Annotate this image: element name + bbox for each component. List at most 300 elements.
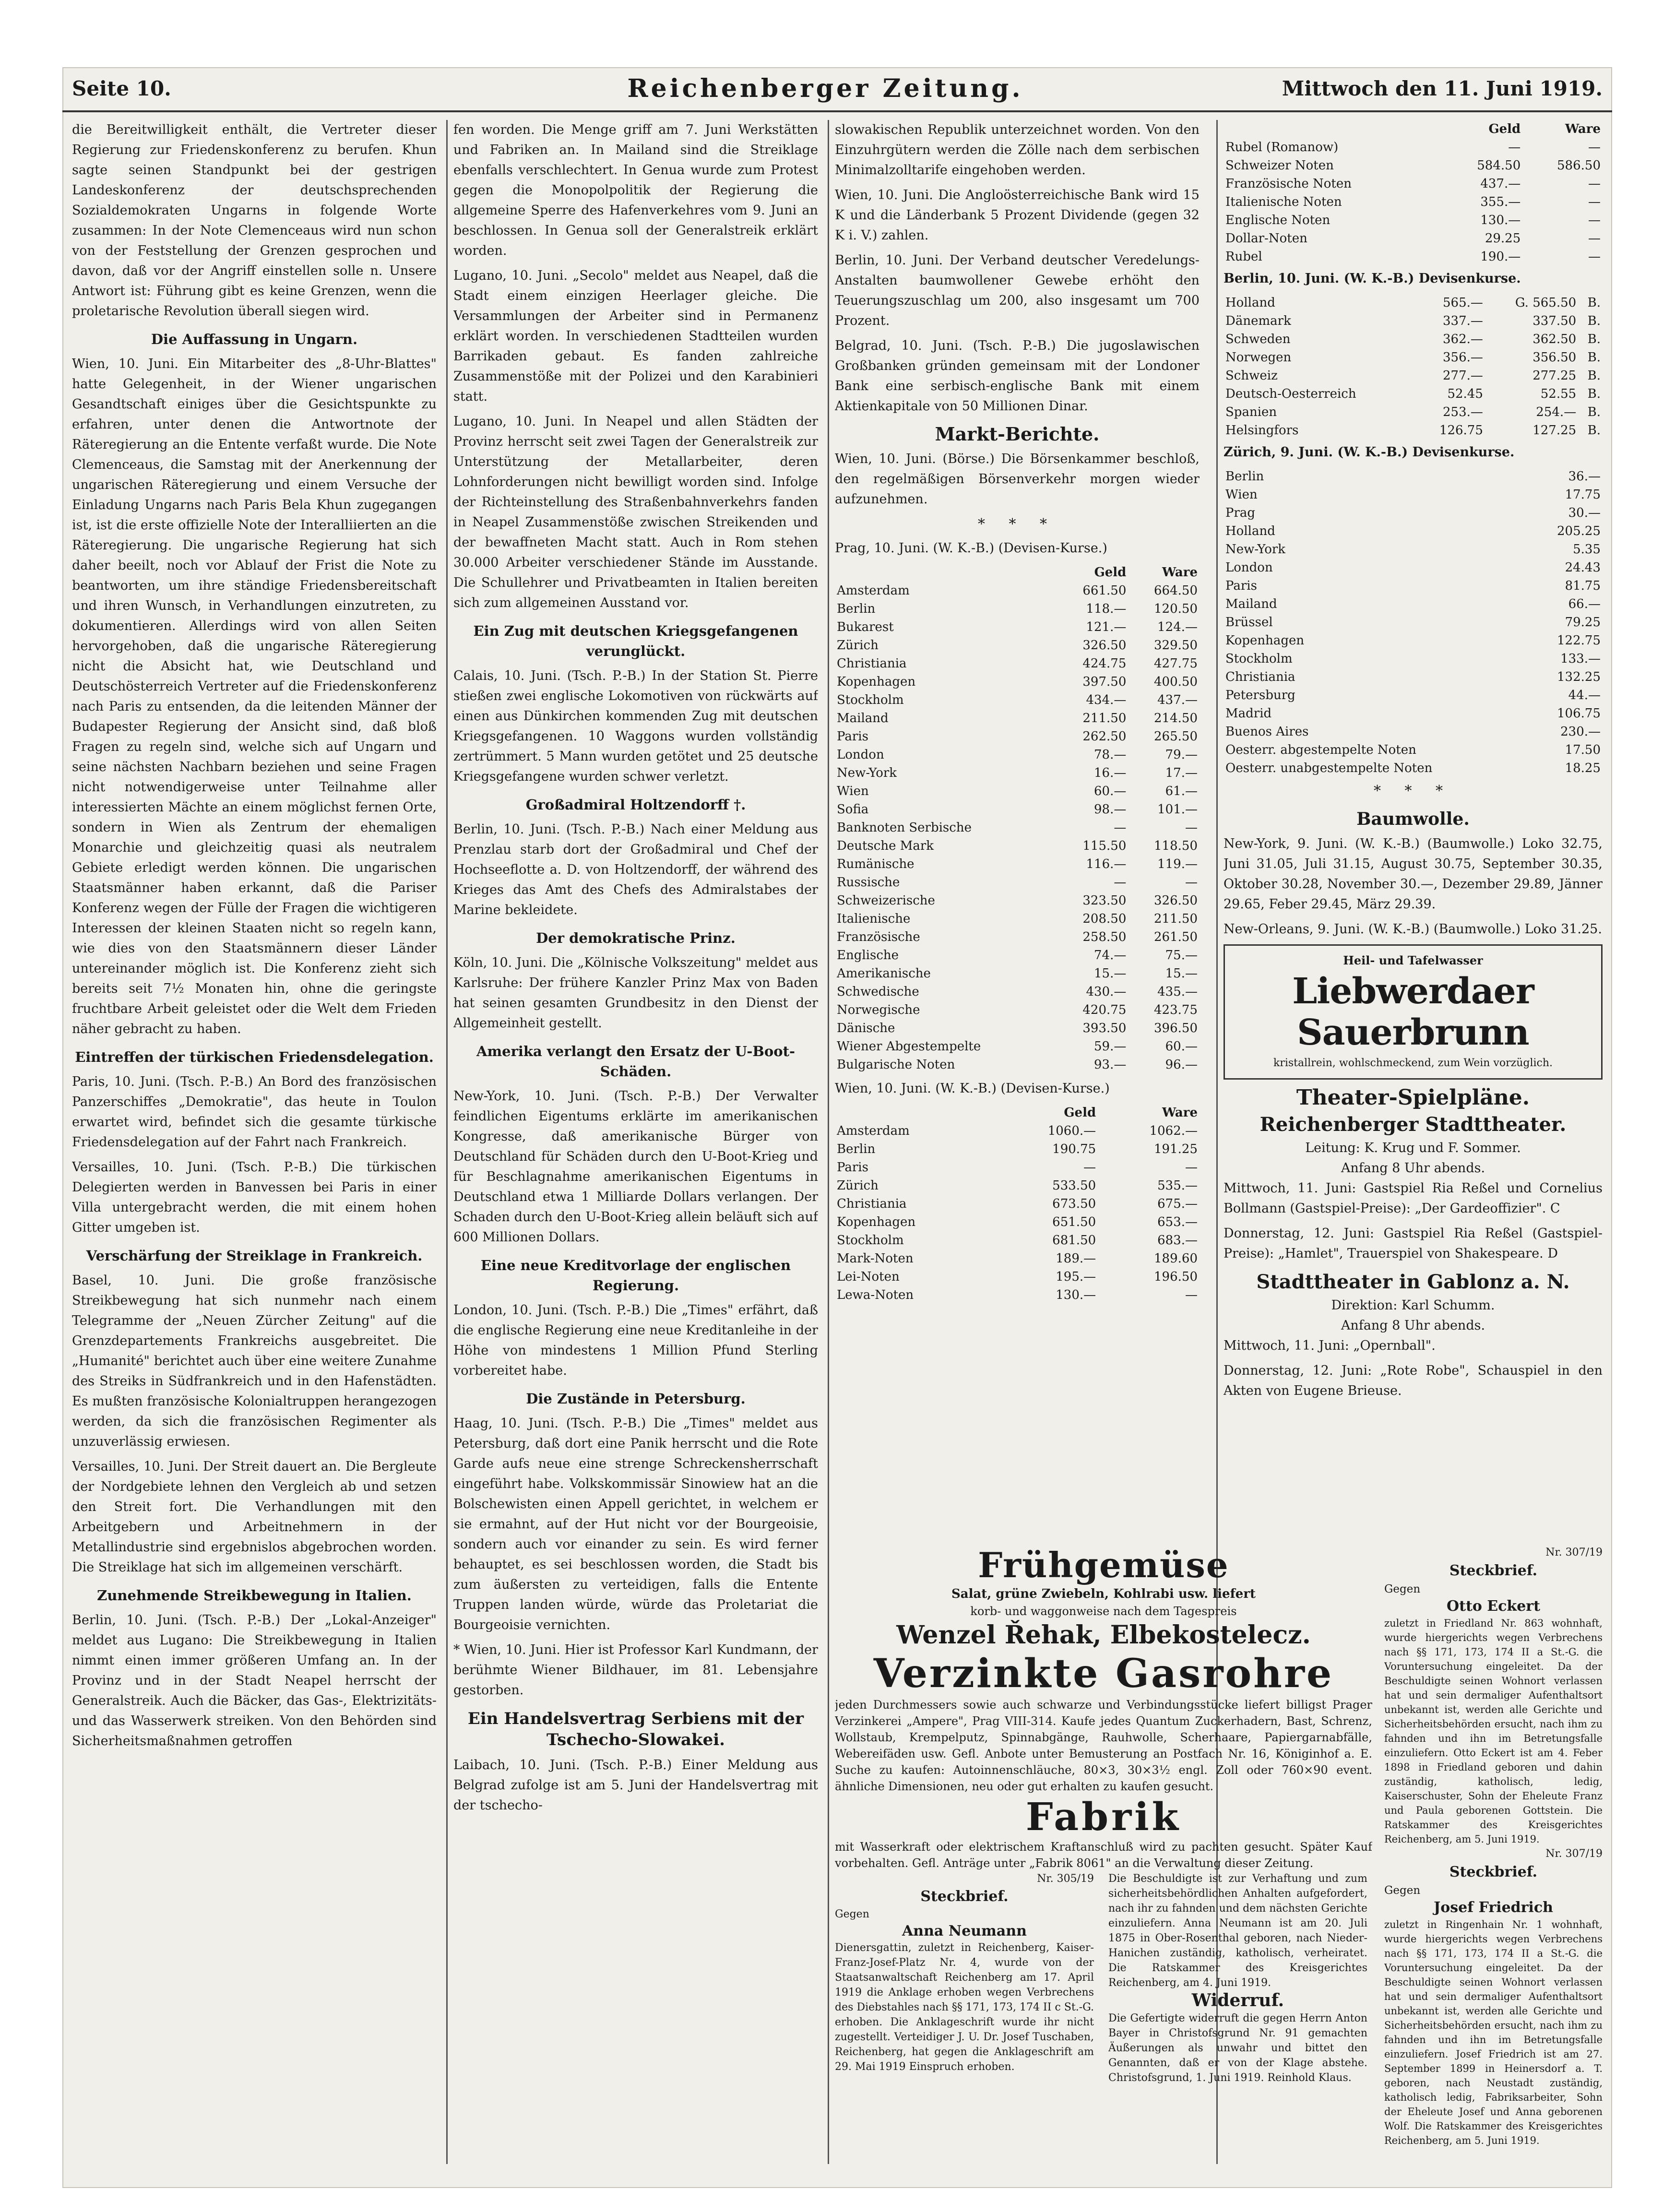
table-cell-value: 61.— <box>1165 784 1198 798</box>
article-text: Basel, 10. Juni. Die große französische Streikbewegung hat sich nunmehr nach einem Telegramme der „Neuen Zürcher Zeitung" auf die Grenzdepartements Frankreichs ausgebreitet. Die „Humanité" berichtet auch über eine weitere Zunahme des Streiks in Südfrankreich und in den Hafenstädten. Es mußten französische Kolonialtruppen herangezogen werden, da sich die französischen Regimenter als unzuverlässig erwiesen. <box>72 1273 437 1449</box>
col-ware: Ware <box>1565 122 1601 136</box>
table-cell-label: Italienische Noten <box>1225 195 1342 209</box>
table-cell-value: 44.— <box>1568 688 1601 702</box>
theater-lead: Leitung: K. Krug und F. Sommer. <box>1305 1141 1521 1155</box>
table-cell-value: 653.— <box>1157 1215 1198 1229</box>
table-cell-label: Amsterdam <box>837 583 910 598</box>
notice-gegen: Gegen <box>835 1908 869 1920</box>
table-row <box>1223 138 1603 156</box>
article-text: Lugano, 10. Juni. „Secolo" meldet aus Neapel, daß die Stadt einem einzigen Heerlager gleiche. Die Versammlungen der Arbeiter sind in Permanenz erklärt worden. In verschiedenen Stadtteilen wurden Barrikaden gebaut. Es fanden zahlreiche Zusammenstöße mit der Polizei und den Karabinieri statt. <box>453 268 818 404</box>
page-number: Seite 10. <box>72 77 171 100</box>
gasrohre-title: Verzinkte Gasrohre <box>873 1651 1334 1697</box>
table-row <box>1223 421 1603 440</box>
article-text: Belgrad, 10. Juni. (Tsch. P.-B.) Die jugoslawischen Großbanken gründen gemeinsam mit der Londoner Bank eine serbisch-englische Bank mit einem Aktienkapitale von 50 Millionen Dinar. <box>835 338 1200 414</box>
article-text: fen worden. Die Menge griff am 7. Juni Werkstätten und Fabriken an. In Mailand sind die Streiklage ebenfalls verschlechtert. In Genua wurde zum Protest gegen die Monopolpolitik der Regierung die allgemeine Sperre des Hafenverkehres vom 9. Juni an beschlossen. In Genua soll der Generalstreik erklärt worden. <box>453 122 818 258</box>
table-cell-value: — <box>1508 140 1521 155</box>
table-cell-value: — <box>1588 195 1601 209</box>
table-cell-value: 211.50 <box>1154 912 1198 926</box>
table-cell-label: Stockholm <box>837 1233 904 1248</box>
notice-title: Steckbrief. <box>1449 1562 1538 1579</box>
table-row <box>835 636 1200 654</box>
table-cell-value: 214.50 <box>1154 711 1198 725</box>
wien-fx-table <box>835 1104 1200 1304</box>
table-cell-value: 121.— <box>1086 620 1127 634</box>
table-cell-label: Holland <box>1225 524 1275 538</box>
table-cell-value: 96.— <box>1165 1058 1198 1072</box>
article-heading: Die Zustände in Petersburg. <box>526 1391 746 1407</box>
table-row <box>835 582 1200 600</box>
table-cell-value: 535.— <box>1157 1178 1198 1193</box>
notice-name: Josef Friedrich <box>1434 1899 1553 1916</box>
table-row <box>1223 385 1603 403</box>
article-text: New-York, 9. Juni. (W. K.-B.) (Baumwolle.) Loko 32.75, Juni 31.05, Juli 31.15, August 30.75, September 30.35, Oktober 30.28, November 30.—, Dezember 29.89, Jänner 29.65, Feber 29.45, März 29.39. <box>1223 836 1603 912</box>
table-row <box>1223 211 1603 229</box>
notice-gegen: Gegen <box>1384 1884 1421 1897</box>
fabrik-text: mit Wasserkraft oder elektrischem Kraftanschluß wird zu pachten gesucht. Später Kauf vorbehalten. Gefl. Anträge unter „Fabrik 8061" an die Verwaltung dieser Zeitung. <box>835 1840 1372 1870</box>
table-cell-value: 277.— <box>1443 369 1483 383</box>
article-text: Berlin, 10. Juni. (Tsch. P.-B.) Der „Lokal-Anzeiger" meldet aus Lugano: Die Streikbewegung in Italien nimmt einen immer größeren Umfang an. In der Provinz und in der Stadt Neapel herrscht der Generalstreik. Auch die Bäcker, das Gas-, Elektrizitäts- und das Wasserwerk streiken. Von den Behörden sind Sicherheitsmaßnahmen getroffen <box>72 1613 437 1748</box>
separator-stars: * * * <box>1373 783 1453 799</box>
theater-lead: Direktion: Karl Schumm. <box>1331 1298 1495 1313</box>
table-row <box>1223 650 1603 668</box>
table-cell-label: Schwedische <box>837 985 919 999</box>
table-cell-label: Mark-Noten <box>837 1251 914 1266</box>
table-cell-value: 127.25 <box>1532 423 1577 438</box>
table-cell-label: Rubel (Romanow) <box>1225 140 1339 155</box>
table-row <box>835 837 1200 855</box>
table-row <box>1223 348 1603 367</box>
table-row <box>1223 540 1603 559</box>
table-row <box>1223 403 1603 421</box>
table-cell-label: Madrid <box>1225 706 1272 721</box>
article-text: Wien, 10. Juni. (Börse.) Die Börsenkammer beschloß, den regelmäßigen Börsenverkehr morgen wieder aufzunehmen. <box>835 452 1200 507</box>
table-row <box>1223 248 1603 266</box>
table-cell-value: 356.— <box>1443 350 1483 365</box>
table-cell-value: 435.— <box>1157 985 1198 999</box>
table-row <box>835 928 1200 946</box>
table-cell-label: London <box>1225 560 1273 575</box>
table-cell-value: 1062.— <box>1149 1124 1198 1138</box>
table-cell-label: Christiania <box>837 656 907 671</box>
table-row <box>835 727 1200 746</box>
table-row <box>1223 175 1603 193</box>
table-row <box>1223 522 1603 540</box>
table-cell-value: 15.— <box>1094 966 1127 981</box>
table-cell-value: 323.50 <box>1082 893 1127 908</box>
table-cell-value: B. <box>1587 332 1601 346</box>
table-cell-value: 74.— <box>1094 948 1127 963</box>
table-cell-label: Mailand <box>1225 597 1277 611</box>
table-row <box>1223 156 1603 175</box>
notice-title: Steckbrief. <box>920 1888 1009 1905</box>
table-cell-value: 130.— <box>1056 1288 1096 1302</box>
ads-section <box>835 1545 1603 2164</box>
table-cell-value: 17.— <box>1165 766 1198 780</box>
col-ware: Ware <box>1162 565 1198 580</box>
table-cell-label: Sofia <box>837 802 869 817</box>
table-cell-value: — <box>1588 231 1601 246</box>
column-4 <box>1223 120 1603 1535</box>
table-cell-value: 79.25 <box>1565 615 1601 630</box>
table-cell-value: 196.50 <box>1154 1270 1198 1284</box>
column-1 <box>72 120 437 2164</box>
table-cell-label: Berlin <box>837 602 876 616</box>
table-cell-value: 118.50 <box>1154 839 1198 853</box>
theater-entry: Mittwoch, 11. Juni: „Opernball". <box>1223 1338 1436 1353</box>
theater-entry: Donnerstag, 12. Juni: Gastspiel Ria Reßel (Gastspiel-Preise): „Hamlet", Trauerspiel von Shakespeare. D <box>1223 1226 1603 1261</box>
table-row <box>1223 312 1603 330</box>
article-heading: Zunehmende Streikbewegung in Italien. <box>97 1587 412 1604</box>
table-row <box>835 1158 1200 1177</box>
notice-number: Nr. 307/19 <box>1545 1848 1603 1860</box>
table-cell-value: B. <box>1587 405 1601 419</box>
table-cell-value: 337.50 <box>1532 314 1577 328</box>
table-cell-label: Holland <box>1225 296 1275 310</box>
table-cell-value: — <box>1588 140 1601 155</box>
issue-date: Mittwoch den 11. Juni 1919. <box>1282 77 1603 100</box>
table-row <box>1223 759 1603 777</box>
table-cell-label: Stockholm <box>1225 652 1293 666</box>
table-cell-value: 396.50 <box>1154 1021 1198 1035</box>
ad-tagline: kristallrein, wohlschmeckend, zum Wein vorzüglich. <box>1273 1057 1553 1069</box>
table-cell-value: 101.— <box>1157 802 1198 817</box>
article-heading: Der demokratische Prinz. <box>536 930 736 946</box>
column-3 <box>835 120 1200 1535</box>
table-cell-value: 29.25 <box>1485 231 1521 246</box>
table-cell-label: Dollar-Noten <box>1225 231 1307 246</box>
table-cell-value: 265.50 <box>1154 729 1198 744</box>
table-cell-label: Russische <box>837 875 900 890</box>
table-cell-value: — <box>1114 821 1127 835</box>
notice-number: Nr. 305/19 <box>1037 1873 1094 1885</box>
table-cell-label: Französische <box>837 930 920 944</box>
table-cell-value: B. <box>1587 296 1601 310</box>
table-cell-value: 262.50 <box>1082 729 1127 744</box>
table-row <box>835 764 1200 782</box>
table-cell-label: Schweizerische <box>837 893 935 908</box>
fabrik-title: Fabrik <box>1025 1794 1182 1839</box>
table-cell-value: 427.75 <box>1154 656 1198 671</box>
table-cell-value: 681.50 <box>1052 1233 1096 1248</box>
table-cell-label: Buenos Aires <box>1225 725 1309 739</box>
table-cell-value: 190.— <box>1480 250 1521 264</box>
table-row <box>1223 704 1603 723</box>
theater-start: Anfang 8 Uhr abends. <box>1341 1161 1485 1176</box>
table-cell-value: 52.45 <box>1447 387 1483 401</box>
table-cell-label: Englische <box>837 948 899 963</box>
table-cell-label: Petersburg <box>1225 688 1295 702</box>
fx-heading: Wien, 10. Juni. (W. K.-B.) (Devisen-Kurse.) <box>835 1081 1110 1096</box>
table-cell-value: 423.75 <box>1154 1003 1198 1017</box>
table-cell-label: Bukarest <box>837 620 894 634</box>
table-cell-label: Englische Noten <box>1225 213 1330 227</box>
table-cell-label: Helsingfors <box>1225 423 1299 438</box>
berlin-fx-table <box>1223 294 1603 440</box>
widerruf-text: Die Gefertigte widerruft die gegen Herrn Anton Bayer in Christofsgrund Nr. 91 gemachten Äußerungen als unwahr und bittet den Genannten, daß er von der Klage abstehe. Christofsgrund, 1. Juni 1919. Reinhold Klaus. <box>1108 2012 1367 2084</box>
table-row <box>835 709 1200 727</box>
notice-text: zuletzt in Ringenhain Nr. 1 wohnhaft, wurde hiergerichts wegen Verbrechens nach §§ 171, 173, 174 II a St.-G. die Voruntersuchung eingeleitet. Da der Beschuldigte seinen Wohnort verlassen hat und sein dermaliger Aufenthaltsort unbekannt ist, werden alle Gerichte und Sicherheitsbehörden ersucht, nach ihm zu fahnden und ihn im Betretungsfalle einzuliefern. Josef Friedrich ist am 27. September 1899 in Heinersdorf a. T. geboren, nach Neustadt zuständig, katholisch ledig, Fabriksarbeiter, Sohn der Eheleute Josef und Anna geborenen Wolf. Die Ratskammer des Kreisgerichtes Reichenberg, am 5. Juni 1919. <box>1384 1919 1603 2146</box>
table-cell-value: 326.50 <box>1082 638 1127 653</box>
column-2 <box>453 120 818 2164</box>
table-row <box>1223 577 1603 595</box>
table-row <box>835 855 1200 873</box>
table-row <box>835 819 1200 837</box>
table-cell-value: 36.— <box>1568 469 1601 484</box>
table-cell-label: Oesterr. abgestempelte Noten <box>1225 743 1416 757</box>
table-row <box>835 1249 1200 1268</box>
table-cell-value: 93.— <box>1094 1058 1127 1072</box>
table-cell-value: — <box>1114 875 1127 890</box>
column-rule <box>446 120 448 2164</box>
table-cell-label: Dänemark <box>1225 314 1291 328</box>
table-cell-value: 116.— <box>1086 857 1127 871</box>
table-cell-value: 106.75 <box>1557 706 1601 721</box>
masthead: Reichenberger Zeitung. <box>627 74 1023 103</box>
table-cell-value: 329.50 <box>1154 638 1198 653</box>
article-heading: Eintreffen der türkischen Friedensdelegation. <box>75 1049 434 1065</box>
table-cell-value: 437.— <box>1157 693 1198 707</box>
table-row <box>835 800 1200 819</box>
article-text: New-Orleans, 9. Juni. (W. K.-B.) (Baumwolle.) Loko 31.25. <box>1223 922 1602 937</box>
table-cell-value: 362.— <box>1443 332 1483 346</box>
table-cell-value: 424.75 <box>1082 656 1127 671</box>
table-cell-label: Deutsch-Oesterreich <box>1225 387 1356 401</box>
gasrohre-text: jeden Durchmessers sowie auch schwarze und Verbindungsstücke liefert billigst Prager Verzinkerei „Ampere", Prag VIII-314. Kaufe jedes Quantum Zuckerhadern, Bast, Schrenz, Wollstaub, Krempelputz, Spinnabgänge, Rauhwolle, Scherhaare, Papiergarnabfälle, Webereifäden usw. Gefl. Anbote unter Bemusterung an Postfach Nr. 16, Königinhof a. E. Suche zu kaufen: Autoinnenschläuche, 80×3, 30×3½ engl. Zoll oder 760×90 event. ähnliche Dimensionen, neu oder gut erhalten zu kaufen gesucht. <box>835 1698 1372 1793</box>
table-row <box>1223 741 1603 759</box>
table-row <box>835 782 1200 800</box>
table-row <box>835 1122 1200 1140</box>
table-cell-label: London <box>837 748 884 762</box>
article-text: New-York, 10. Juni. (Tsch. P.-B.) Der Verwalter feindlichen Eigentums erklärte im amerikanischen Kongresse, daß amerikanische Bürger von Deutschland für Schäden durch den U-Boot-Krieg und für Beschlagnahme amerikanischen Eigentums in Deutschland etwa 1 Milliarde Dollars verlangen. Der Schaden durch den U-Boot-Krieg allein beläuft sich auf 600 Millionen Dollars. <box>453 1089 818 1245</box>
table-cell-value: 683.— <box>1157 1233 1198 1248</box>
table-cell-value: 126.75 <box>1439 423 1483 438</box>
table-cell-label: Bulgarische Noten <box>837 1058 955 1072</box>
table-cell-value: 133.— <box>1560 652 1601 666</box>
table-cell-label: Stockholm <box>837 693 904 707</box>
table-cell-value: 30.— <box>1568 506 1601 520</box>
table-row <box>835 1037 1200 1056</box>
table-cell-value: 1060.— <box>1047 1124 1096 1138</box>
table-cell-value: 81.75 <box>1565 579 1601 593</box>
article-text: Laibach, 10. Juni. (Tsch. P.-B.) Einer Meldung aus Belgrad zufolge ist am 5. Juni der Handelsvertrag mit der tschecho- <box>453 1758 818 1813</box>
table-cell-value: 362.50 <box>1532 332 1577 346</box>
table-cell-value: 355.— <box>1480 195 1521 209</box>
table-cell-value: 397.50 <box>1082 675 1127 689</box>
table-cell-label: Amsterdam <box>837 1124 910 1138</box>
table-cell-value: 437.— <box>1480 177 1521 191</box>
table-row <box>1223 229 1603 248</box>
table-row <box>835 673 1200 691</box>
table-cell-value: 5.35 <box>1573 542 1601 557</box>
table-row <box>835 1286 1200 1304</box>
table-cell-label: Wien <box>837 784 869 798</box>
table-cell-value: — <box>1083 1160 1096 1175</box>
notice-name: Anna Neumann <box>902 1923 1027 1939</box>
article-text: Berlin, 10. Juni. Der Verband deutscher Veredelungs-Anstalten baumwollener Gewebe erhöht den Teuerungszuschlag um 200, also insgesamt um 700 Prozent. <box>835 253 1200 328</box>
table-cell-label: Dänische <box>837 1021 895 1035</box>
table-cell-label: Schweiz <box>1225 369 1278 383</box>
table-row <box>835 1019 1200 1037</box>
article-text: Wien, 10. Juni. Die Angloösterreichische Bank wird 15 K und die Länderbank 5 Prozent Dividende (gegen 32 K i. V.) zahlen. <box>835 188 1200 243</box>
table-cell-label: Schweden <box>1225 332 1291 346</box>
table-cell-value: 208.50 <box>1082 912 1127 926</box>
theater-gablonz: Stadttheater in Gablonz a. N. <box>1256 1271 1570 1293</box>
table-cell-value: B. <box>1587 387 1601 401</box>
table-cell-value: 15.— <box>1165 966 1198 981</box>
table-cell-value: 132.25 <box>1557 670 1601 684</box>
table-row <box>835 892 1200 910</box>
theater-entry: Donnerstag, 12. Juni: „Rote Robe", Schauspiel in den Akten von Eugene Brieuse. <box>1223 1363 1603 1398</box>
notice-text: zuletzt in Friedland Nr. 863 wohnhaft, wurde hiergerichts wegen Verbrechens nach §§ 171, 173, 174 II a St.-G. die Voruntersuchung eingeleitet. Da der Beschuldigte seinen Wohnort verlassen hat und sein dermaliger Aufenthaltsort unbekannt ist, werden alle Gerichte und Sicherheitsbehörden ersucht, nach ihm zu fahnden und ihn im Betretungsfalle einzuliefern. Otto Eckert ist am 4. Feber 1898 in Friedland geboren und dahin zuständig, katholisch, ledig, Kaiserschuster, Sohn der Eheleute Franz und Paula geborenen Gottstein. Die Ratskammer des Kreisgerichtes Reichenberg, am 5. Juni 1919. <box>1384 1617 1603 1845</box>
table-row <box>1223 668 1603 686</box>
theater-title: Theater-Spielpläne. <box>1296 1085 1530 1110</box>
table-cell-value: 586.50 <box>1557 158 1601 173</box>
col-geld: Geld <box>1064 1106 1096 1120</box>
fx-heading: Berlin, 10. Juni. (W. K.-B.) Devisenkurse. <box>1223 271 1521 286</box>
article-text: * Wien, 10. Juni. Hier ist Professor Karl Kundmann, der berühmte Wiener Bildhauer, im 81. Lebensjahre gestorben. <box>453 1642 818 1698</box>
table-cell-value: 230.— <box>1560 725 1601 739</box>
table-cell-value: 584.50 <box>1477 158 1521 173</box>
widerruf-title: Widerruf. <box>1191 1990 1284 2010</box>
table-cell-value: — <box>1185 1160 1198 1175</box>
table-cell-value: 420.75 <box>1082 1003 1127 1017</box>
table-cell-label: Brüssel <box>1225 615 1273 630</box>
table-cell-label: Christiania <box>1225 670 1295 684</box>
fruehgemuese-sub: Salat, grüne Zwiebeln, Kohlrabi usw. liefert <box>951 1587 1256 1601</box>
table-cell-value: — <box>1185 1288 1198 1302</box>
notice-text: Dienersgattin, zuletzt in Reichenberg, Kaiser-Franz-Josef-Platz Nr. 4, wurde von der Staatsanwaltschaft Reichenberg am 17. April 1919 die Anklage erhoben wegen Verbrechens des Diebstahles nach §§ 171, 173, 174 II c St.-G. erhoben. Die Anklageschrift wurde ihr nicht zugestellt. Verteidiger J. U. Dr. Josef Tuschaben, Reichenberg, hat gegen die Anklageschrift am 29. Mai 1919 Einspruch erhoben. <box>835 1942 1094 2073</box>
table-row <box>835 983 1200 1001</box>
table-cell-label: Berlin <box>1225 469 1264 484</box>
table-cell-label: Berlin <box>837 1142 876 1156</box>
notice-title: Steckbrief. <box>1449 1864 1538 1880</box>
table-row <box>1223 613 1603 631</box>
table-cell-value: 261.50 <box>1154 930 1198 944</box>
table-cell-label: Mailand <box>837 711 889 725</box>
table-cell-value: 130.— <box>1480 213 1521 227</box>
table-cell-value: 60.— <box>1094 784 1127 798</box>
table-cell-value: 189.— <box>1056 1251 1096 1266</box>
table-row <box>1223 193 1603 211</box>
section-heading: Baumwolle. <box>1356 809 1470 829</box>
table-cell-value: 189.60 <box>1154 1251 1198 1266</box>
table-cell-label: Christiania <box>837 1197 907 1211</box>
table-row <box>1223 367 1603 385</box>
table-cell-value: 78.— <box>1094 748 1127 762</box>
article-text: Lugano, 10. Juni. In Neapel und allen Städten der Provinz herrscht seit zwei Tagen der Generalstreik zur Unterstützung der Metallarbeiter, deren Lohnforderungen nicht bewilligt worden sind. Infolge der Richteinstellung des Straßenbahnverkehrs fanden in Neapel Zusammenstöße zwischen Streikenden und der bewaffneten Macht statt. Auch in Rom stehen 30.000 Arbeiter verschiedener Stände im Ausstande. Die Schullehrer und Privatbeamten in Italien bereiten sich zum allgemeinen Ausstand vor. <box>453 414 818 610</box>
table-cell-value: — <box>1185 821 1198 835</box>
table-cell-label: Banknoten Serbische <box>837 821 972 835</box>
table-cell-label: Oesterr. unabgestempelte Noten <box>1225 761 1433 775</box>
fx-heading: Prag, 10. Juni. (W. K.-B.) (Devisen-Kurse.) <box>835 541 1107 556</box>
table-cell-value: 565.— <box>1443 296 1483 310</box>
table-row <box>1223 559 1603 577</box>
fx-heading: Zürich, 9. Juni. (W. K.-B.) Devisenkurse. <box>1223 445 1515 460</box>
table-cell-value: 24.43 <box>1565 560 1601 575</box>
table-row <box>1223 294 1603 312</box>
table-cell-value: 430.— <box>1086 985 1127 999</box>
table-row <box>835 964 1200 983</box>
table-cell-value: 60.— <box>1165 1039 1198 1054</box>
table-row <box>1223 504 1603 522</box>
table-row <box>835 654 1200 673</box>
table-row <box>1223 723 1603 741</box>
table-cell-value: 124.— <box>1157 620 1198 634</box>
article-text: Versailles, 10. Juni. (Tsch. P.-B.) Die türkischen Delegierten werden in Banvessen bei Paris in einer Villa untergebracht werden, die mit einem hohen Gitter umgeben ist. <box>72 1160 437 1235</box>
article-heading: Ein Zug mit deutschen Kriegsgefangenen verunglückt. <box>473 623 798 659</box>
fruehgemuese-title: Frühgemüse <box>978 1545 1229 1585</box>
table-cell-label: Französische Noten <box>1225 177 1352 191</box>
table-cell-label: Kopenhagen <box>837 675 916 689</box>
table-cell-value: 664.50 <box>1154 583 1198 598</box>
table-cell-label: Spanien <box>1225 405 1277 419</box>
notice-number: Nr. 307/19 <box>1545 1546 1603 1558</box>
table-cell-value: 16.— <box>1094 766 1127 780</box>
article-text: Wien, 10. Juni. Ein Mitarbeiter des „8-Uhr-Blattes" hatte Gelegenheit, in der Wiener ungarischen Gesandtschaft einiges über die Gesichtspunkte zu erfahren, unter denen die Antwortnote der Räteregierung an die Entente verfaßt wurde. Die Note Clemenceaus, die Samstag mit der Anerkennung der ungarischen Räteregierung und einem Versuche der Einladung Ungarns nach Paris Bela Khun zugegangen ist, ist die erste offizielle Note der Interalliierten an die Räteregierung. Die ungarische Regierung hat sich daher beeilt, noch vor Ablauf der Frist die Note zu beantworten, um ihre ständige Friedensbereitschaft und ihren Wunsch, in Verhandlungen einzutreten, zu dokumentieren. Allerdings wird von allen Seiten hervorgehoben, daß die ungarische Räteregierung nicht die Absicht hat, wie Deutschland und Deutschösterreich Vertreter auf die Friedenskonferenz nach Paris zu entsenden, da die leitenden Männer der Budapester Regierung der Ansicht sind, daß bloß Fragen zu regeln sind, welche sich auf Ungarn und seine nächsten Nachbarn beziehen und seine Fragen nicht notwendigerweise unter Teilnahme aller interessierten Mächte an einem möglichst fernen Orte, sondern in Wien als Zentrum der ehemaligen Monarchie und gleichzeitig quasi als neutralem Gebiete erledigt werden können. Die ungarischen Staatsmänner haben erkannt, daß die Pariser Konferenz wegen der Fülle der Fragen die wichtigeren Interessen der kleinen Staaten nicht so regeln kann, wie dies von den Staatsmännern dieser Länder untereinander möglich ist. Die Konferenz zieht sich bereits seit 7½ Monaten hin, ohne die geringste fruchtbare Arbeit geleistet oder die Welt dem Frieden näher gebracht zu haben. <box>72 357 437 1036</box>
separator-stars: * * * <box>977 516 1057 533</box>
table-cell-label: Zürich <box>837 638 879 653</box>
article-heading: Ein Handelsvertrag Serbiens mit der Tschecho-Slowakei. <box>467 1709 804 1749</box>
advert-column <box>835 1545 1372 2154</box>
table-row <box>835 873 1200 892</box>
notice-neumann <box>835 1871 1094 2154</box>
table-cell-value: 661.50 <box>1082 583 1127 598</box>
table-row <box>835 600 1200 618</box>
table-cell-label: Amerikanische <box>837 966 931 981</box>
table-cell-value: B. <box>1587 314 1601 328</box>
table-cell-label: New-York <box>1225 542 1286 557</box>
table-cell-value: 195.— <box>1056 1270 1096 1284</box>
table-row <box>835 1177 1200 1195</box>
table-row <box>835 1195 1200 1213</box>
page-header <box>62 67 1612 112</box>
notices-row <box>835 1871 1372 2154</box>
table-row <box>1223 595 1603 613</box>
column-rule <box>828 120 829 2164</box>
table-cell-label: Lewa-Noten <box>837 1288 914 1302</box>
col-geld: Geld <box>1094 565 1127 580</box>
table-row <box>835 618 1200 636</box>
theater-reichenberg: Reichenberger Stadttheater. <box>1259 1113 1567 1136</box>
table-cell-value: — <box>1588 213 1601 227</box>
table-cell-value: 120.50 <box>1154 602 1198 616</box>
article-text: Calais, 10. Juni. (Tsch. P.-B.) In der Station St. Pierre stießen zwei englische Lokomotiven von rückwärts auf einen aus Dünkirchen kommenden Zug mit deutschen Kriegsgefangenen. 10 Waggons wurden vollständig zertrümmert. 5 Mann wurden getötet und 25 deutsche Kriegsgefangene wurden schwer verletzt. <box>453 668 818 784</box>
table-cell-value: — <box>1588 177 1601 191</box>
table-cell-value: 673.50 <box>1052 1197 1096 1211</box>
table-row <box>835 1056 1200 1074</box>
article-text: London, 10. Juni. (Tsch. P.-B.) Die „Times" erfährt, daß die englische Regierung eine neue Kreditanleihe in der Höhe von mindestens 1 Million Pfund Sterling vorbereitet habe. <box>453 1303 818 1378</box>
table-row <box>1223 686 1603 704</box>
table-cell-label: New-York <box>837 766 897 780</box>
table-row <box>835 1213 1200 1231</box>
table-cell-value: 59.— <box>1094 1039 1127 1054</box>
table-cell-label: Paris <box>837 729 868 744</box>
fruehgemuese-sub2: korb- und waggonweise nach dem Tagespreis <box>970 1605 1237 1618</box>
table-cell-label: Lei-Noten <box>837 1270 900 1284</box>
table-row <box>1223 486 1603 504</box>
table-cell-value: 400.50 <box>1154 675 1198 689</box>
article-text: Paris, 10. Juni. (Tsch. P.-B.) An Bord des französischen Panzerschiffes „Demokratie", das heute in Toulon erwartet wird, befindet sich die gesamte türkische Friedensdelegation auf der Fahrt nach Frankreich. <box>72 1074 437 1150</box>
table-row <box>835 1268 1200 1286</box>
table-cell-value: 211.50 <box>1082 711 1127 725</box>
notice-neumann-cont <box>1108 1871 1367 2154</box>
table-cell-value: — <box>1185 875 1198 890</box>
notice-name: Otto Eckert <box>1447 1598 1540 1615</box>
article-heading: Großadmiral Holtzendorff †. <box>525 797 746 813</box>
table-row <box>1223 631 1603 650</box>
table-cell-value: B. <box>1587 369 1601 383</box>
table-cell-label: Italienische <box>837 912 911 926</box>
